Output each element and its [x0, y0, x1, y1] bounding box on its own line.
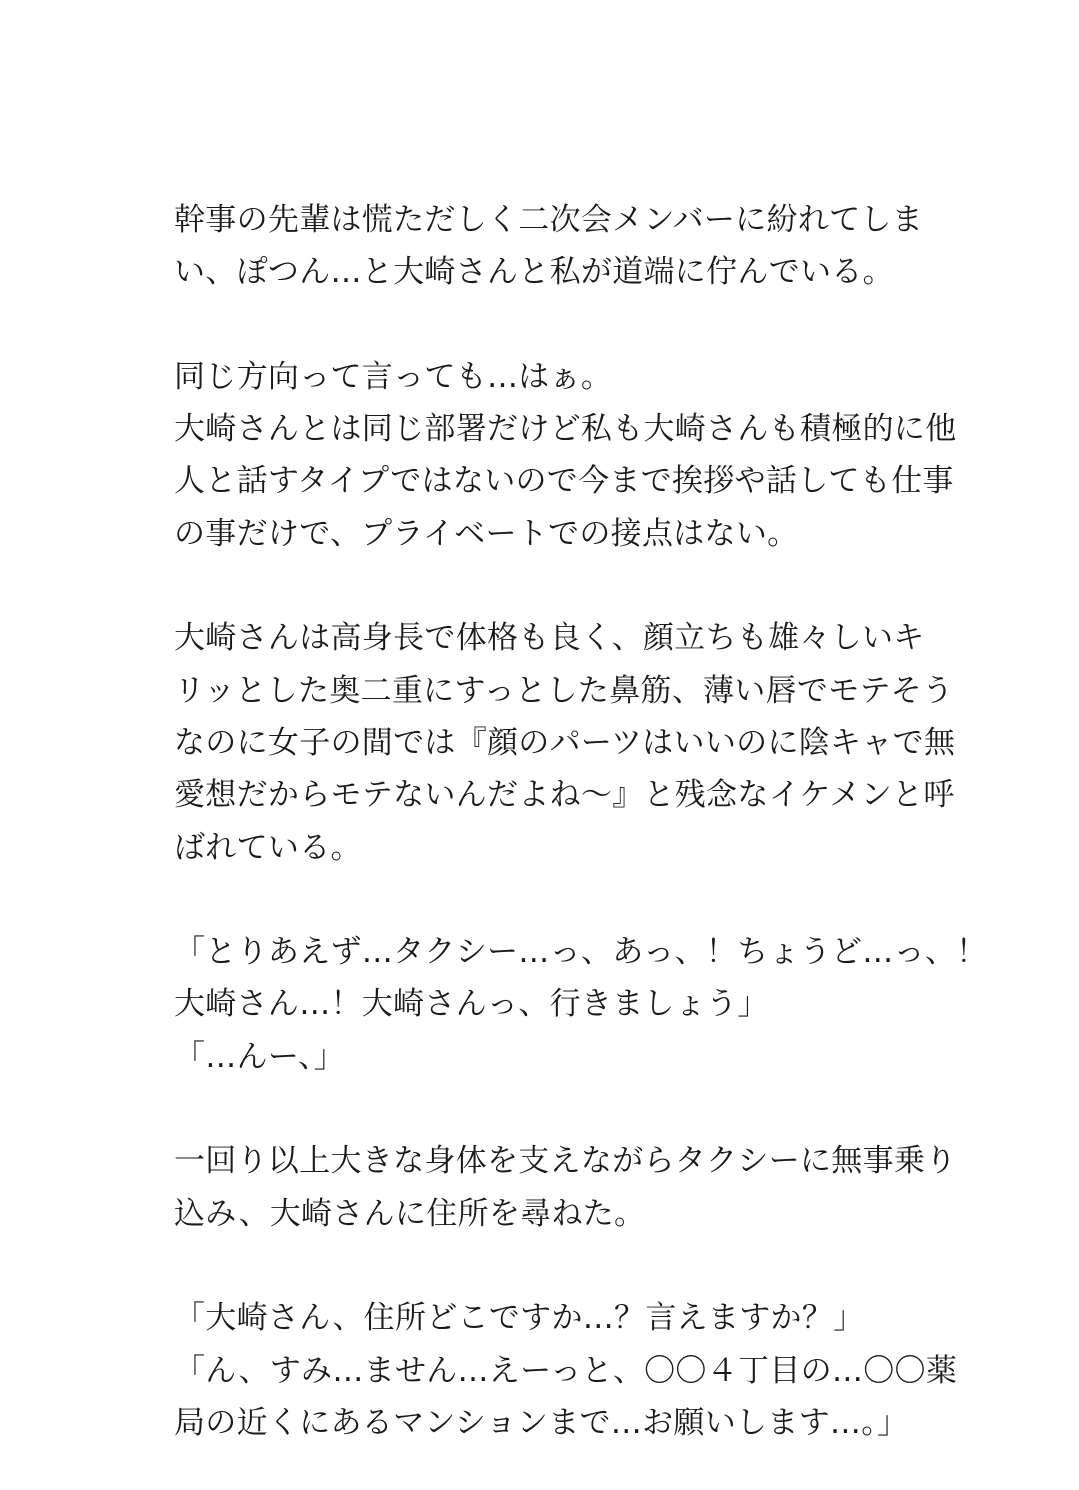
paragraph-break [174, 874, 914, 926]
paragraph-break [174, 1240, 914, 1292]
text-line: 大崎さんとは同じ部署だけど私も大崎さんも積極的に他 [174, 411, 957, 448]
text-line: の事だけで、プライベートでの接点はない。 [174, 515, 799, 552]
text-line: 同じ方向って言っても…はぁ。 [174, 358, 613, 395]
paragraph-break [174, 1083, 914, 1135]
dialogue-line: 「とりあえず…タクシー…っ、あっ、！ちょうど…っ、！ [174, 934, 988, 971]
text-line: リッとした奥二重にすっとした鼻筋、薄い唇でモテそう [174, 672, 954, 709]
dialogue-line: 大崎さん…！大崎さんっ、行きましょう」 [174, 986, 769, 1023]
dialogue-line: 局の近くにあるマンションまで…お願いします…。」 [174, 1404, 909, 1441]
text-line: ばれている。 [174, 829, 362, 866]
dialogue-line: 「ん、すみ…ません…えーっと、〇〇４丁目の…〇〇薬 [174, 1352, 958, 1389]
paragraph-break [174, 299, 914, 351]
text-line: なのに女子の間では『顔のパーツはいいのに陰キャで無 [174, 724, 956, 761]
dialogue-line: 「…んー、」 [174, 1038, 346, 1075]
dialogue-line: 「大崎さん、住所どこですか…？言えますか？」 [174, 1300, 865, 1337]
body-text [174, 194, 988, 1449]
text-line: 大崎さんは高身長で体格も良く、顔立ちも雄々しいキ [174, 620, 925, 657]
text-line: 幹事の先輩は慌ただしく二次会メンバーに紛れてしま [174, 202, 924, 238]
text-line: 人と話すタイプではないので今まで挨拶や話しても仕事 [174, 463, 954, 500]
text-line: 込み、大崎さんに住所を尋ねた。 [174, 1195, 646, 1232]
text-line: い、ぽつん…と大崎さんと私が道端に佇んでいる。 [174, 254, 894, 291]
paragraph-break [174, 560, 914, 612]
text-line: 愛想だからモテないんだよね〜』と残念なイケメンと呼 [174, 777, 955, 814]
text-line: 一回り以上大きな身体を支えながらタクシーに無事乗り [174, 1143, 957, 1180]
